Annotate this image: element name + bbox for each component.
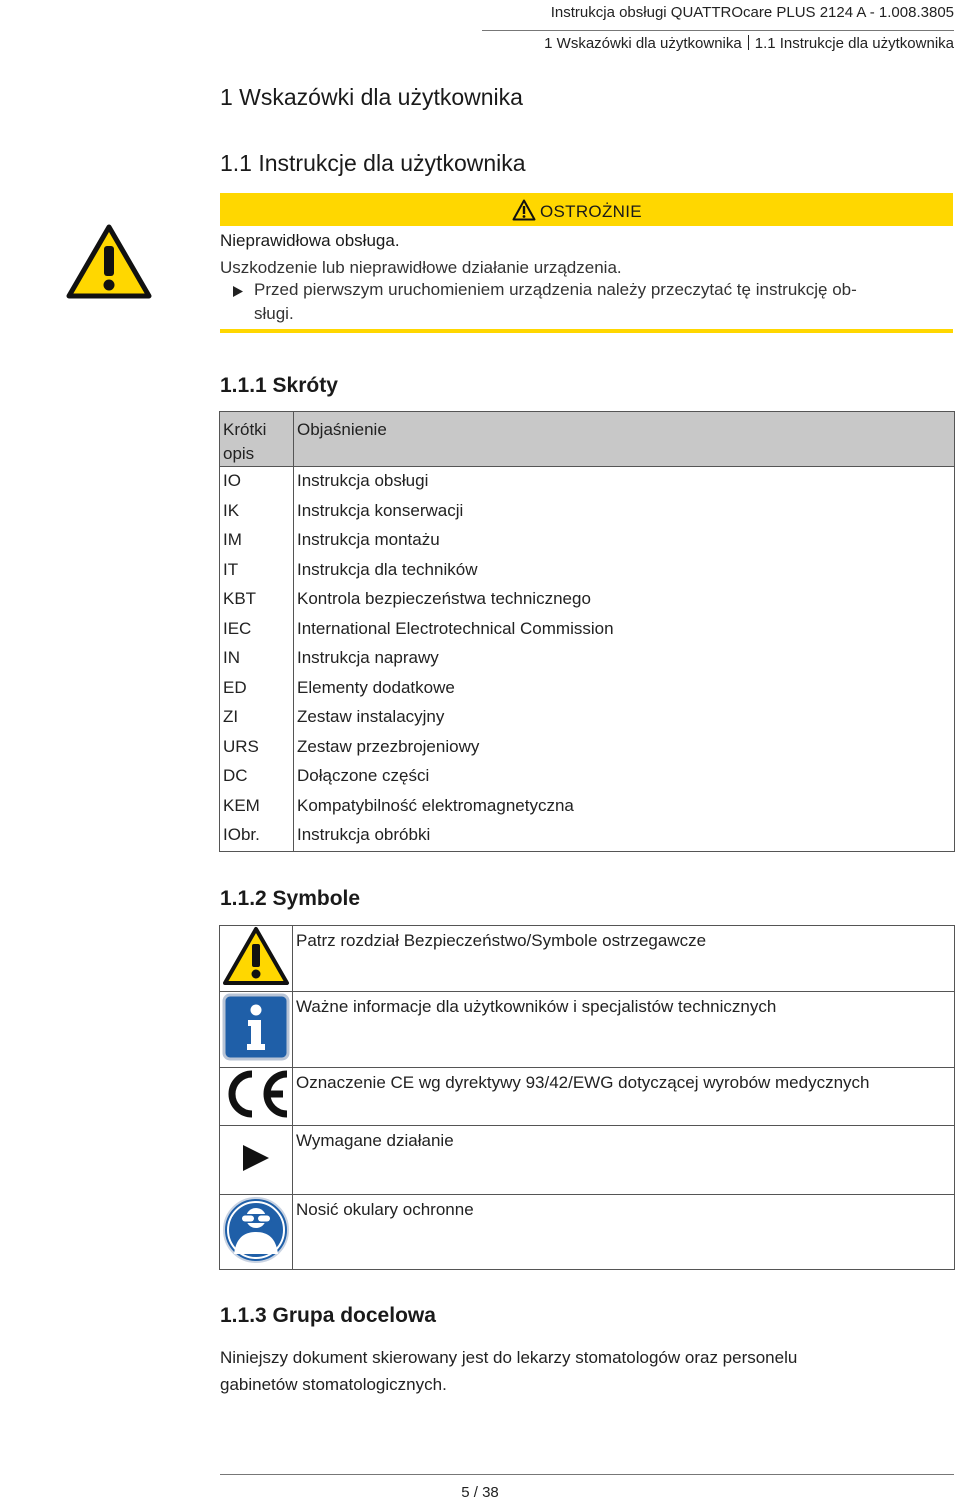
table-row [220,762,955,792]
abbr-description: Instrukcja montażu [294,526,955,556]
table-row [220,1068,955,1126]
abbreviations-table [219,411,955,852]
abbr-short: KBT [220,585,294,615]
table-row [220,733,955,763]
abbr-short: IN [220,644,294,674]
abbr-short: IM [220,526,294,556]
abbr-description: Dołączone części [294,762,955,792]
abbr-description: Zestaw instalacyjny [294,703,955,733]
symbol-icon-cell [220,1068,293,1126]
table-row [220,926,955,992]
caution-action-line1: Przed pierwszym uruchomieniem urządzenia należy przeczytać tę instrukcję ob- [254,280,857,299]
header-breadcrumb [544,35,954,52]
abbr-description: Instrukcja naprawy [294,644,955,674]
document-title: Instrukcja obsługi QUATTROcare PLUS 2124 A - 1.008.3805 [550,4,954,21]
abbr-short: IT [220,556,294,586]
page-number: 5 / 38 [461,1484,499,1501]
abbr-description: Kompatybilność elektromagnetyczna [294,792,955,822]
abbr-description: International Electrotechnical Commission [294,615,955,645]
table-row [220,556,955,586]
abbr-description: Kontrola bezpieczeństwa technicznego [294,585,955,615]
table-row [220,1126,955,1195]
symbol-description: Nosić okulary ochronne [293,1195,955,1270]
abbr-short: IEC [220,615,294,645]
table-row [220,703,955,733]
symbol-icon-cell [220,1126,293,1195]
caution-action-line2: sługi. [254,304,294,323]
warning-triangle-icon [222,926,290,986]
symbols-heading: 1.1.2 Symbole [220,887,361,910]
abbr-short: DC [220,762,294,792]
abbr-short: IO [220,467,294,497]
ce-mark-icon [221,1068,291,1120]
table-header-row [220,412,955,467]
breadcrumb-subsection: 1.1 Instrukcje dla użytkownika [754,35,954,52]
symbol-description: Ważne informacje dla użytkowników i specjalistów technicznych [293,992,955,1068]
table-row [220,644,955,674]
abbr-description: Elementy dodatkowe [294,674,955,704]
abbr-short: KEM [220,792,294,822]
section-heading: 1.1 Instrukcje dla użytkownika [220,150,526,176]
abbr-short: ZI [220,703,294,733]
breadcrumb-separator [748,35,749,50]
abbr-description: Zestaw przezbrojeniowy [294,733,955,763]
chapter-heading: 1 Wskazówki dla użytkownika [220,84,523,110]
caution-rule [220,329,953,333]
table-row [220,992,955,1068]
info-icon [222,993,290,1061]
table-row [220,821,955,851]
abbr-short: IObr. [220,821,294,851]
header-rule [482,30,954,31]
abbr-description: Instrukcja obsługi [294,467,955,497]
abbr-description: Instrukcja konserwacji [294,497,955,527]
action-arrow-icon [233,286,243,297]
target-group-text: Niniejszy dokument skierowany jest do lekarzy stomatologów oraz personelu gabinetów stomatologicznych. [220,1348,798,1394]
table-row [220,674,955,704]
action-arrow-icon [241,1143,271,1173]
table-row [220,585,955,615]
table-row [220,497,955,527]
abbr-short: URS [220,733,294,763]
table-row [220,1195,955,1270]
column-header-description: Objaśnienie [294,412,955,467]
footer-rule [220,1474,954,1475]
table-row [220,526,955,556]
caution-consequence: Uszkodzenie lub nieprawidłowe działanie urządzenia. [220,258,622,277]
safety-goggles-icon [222,1196,290,1264]
table-row [220,467,955,497]
symbol-icon-cell [220,992,293,1068]
symbol-description: Oznaczenie CE wg dyrektywy 93/42/EWG dotyczącej wyrobów medycznych [293,1068,955,1126]
symbol-icon-cell [220,926,293,992]
caution-hazard: Nieprawidłowa obsługa. [220,231,400,250]
abbr-short: ED [220,674,294,704]
abbreviations-heading: 1.1.1 Skróty [220,374,338,397]
caution-small-icon [512,199,536,221]
warning-triangle-icon [66,224,152,300]
table-row [220,792,955,822]
caution-title: OSTROŻNIE [540,202,642,221]
abbr-short: IK [220,497,294,527]
symbol-description: Patrz rozdział Bezpieczeństwo/Symbole ostrzegawcze [293,926,955,992]
abbr-description: Instrukcja obróbki [294,821,955,851]
table-row [220,615,955,645]
symbol-icon-cell [220,1195,293,1270]
breadcrumb-section: 1 Wskazówki dla użytkownika [544,35,742,52]
symbols-table [219,925,955,1270]
abbr-description: Instrukcja dla techników [294,556,955,586]
symbol-description: Wymagane działanie [293,1126,955,1195]
target-group-heading: 1.1.3 Grupa docelowa [220,1304,436,1327]
column-header-short: Krótki opis [220,412,294,467]
